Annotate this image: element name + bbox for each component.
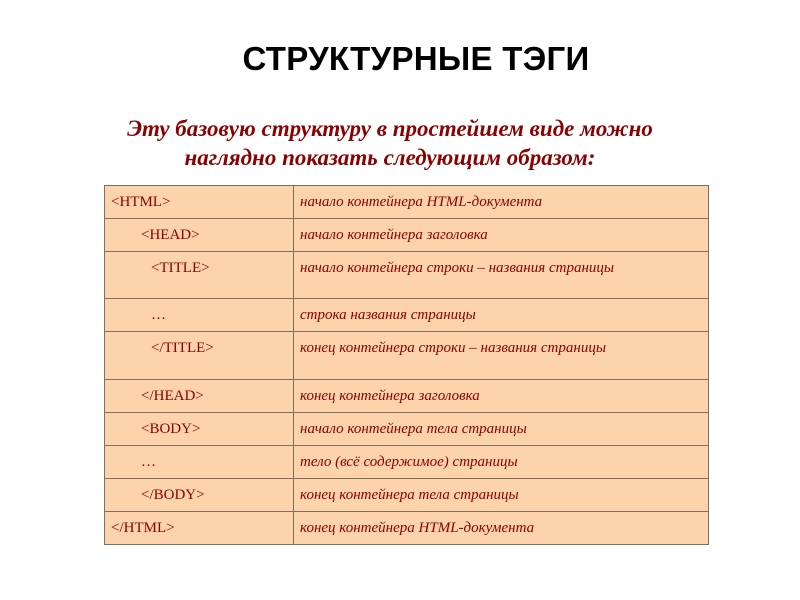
tag-cell: <HTML> [105,186,294,219]
description-cell: тело (всё содержимое) страницы [294,446,709,479]
table-row [105,380,709,413]
tag-cell: </BODY> [105,479,294,512]
tag-cell: </HEAD> [105,380,294,413]
tag-cell: <BODY> [105,413,294,446]
subtitle [60,114,720,172]
description-cell: начало контейнера тела страницы [294,413,709,446]
table-row [105,446,709,479]
description-cell: конец контейнера строки – названия страницы [294,332,709,380]
subtitle-line-1: Эту базовую структуру в простейшем виде можно [127,116,653,141]
table-row [105,512,709,545]
description-cell: начало контейнера HTML-документа [294,186,709,219]
tag-cell: … [105,299,294,332]
tag-cell: <TITLE> [105,252,294,299]
table-row [105,299,709,332]
description-cell: конец контейнера заголовка [294,380,709,413]
tag-cell: <HEAD> [105,219,294,252]
tag-cell: … [105,446,294,479]
tag-cell: </HTML> [105,512,294,545]
table-row [105,219,709,252]
description-cell: конец контейнера HTML-документа [294,512,709,545]
table-row [105,186,709,219]
table-row [105,332,709,380]
description-cell: строка названия страницы [294,299,709,332]
description-cell: начало контейнера строки – названия страницы [294,252,709,299]
tag-cell: </TITLE> [105,332,294,380]
tag-structure-table [104,185,709,545]
slide-title: СТРУКТУРНЫЕ ТЭГИ [242,40,590,77]
description-cell: начало контейнера заголовка [294,219,709,252]
table-row [105,413,709,446]
table-row [105,252,709,299]
subtitle-line-2: наглядно показать следующим образом: [184,145,596,170]
description-cell: конец контейнера тела страницы [294,479,709,512]
table-row [105,479,709,512]
